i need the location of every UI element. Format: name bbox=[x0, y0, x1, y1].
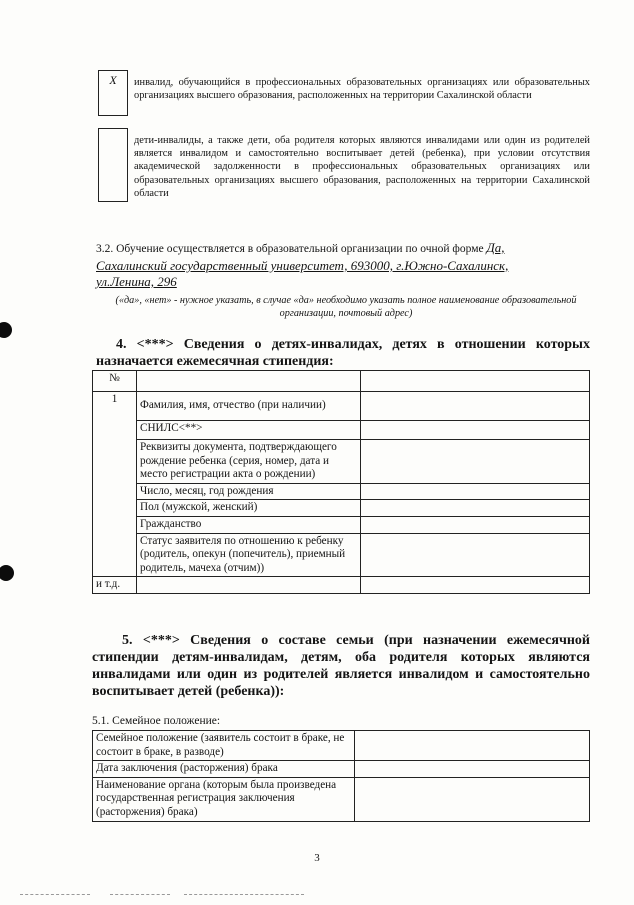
row-etc: и т.д. bbox=[93, 577, 137, 594]
header-cell-no: № bbox=[93, 371, 137, 392]
section-32-answer-2: Сахалинский государственный университет, 693000, г.Южно-Сахалинск, bbox=[96, 258, 509, 273]
punch-hole-top bbox=[0, 322, 12, 338]
header-cell bbox=[361, 371, 590, 392]
scan-artifact bbox=[110, 894, 170, 895]
field-value[interactable] bbox=[361, 533, 590, 577]
field-value[interactable] bbox=[355, 731, 590, 761]
scan-artifact bbox=[184, 894, 304, 895]
field-value[interactable] bbox=[361, 516, 590, 533]
field-label: Гражданство bbox=[137, 516, 361, 533]
field-label: Число, месяц, год рождения bbox=[137, 483, 361, 500]
field-value[interactable] bbox=[361, 577, 590, 594]
field-label bbox=[137, 577, 361, 594]
field-value[interactable] bbox=[355, 777, 590, 821]
section-4-heading: 4. <***> Сведения о детях-инвалидах, детях в отношении которых назначается ежемесячная стипендия: bbox=[96, 337, 590, 369]
header-cell bbox=[137, 371, 361, 392]
table-row bbox=[93, 761, 590, 778]
field-label: СНИЛС<**> bbox=[137, 421, 361, 440]
section-32-text bbox=[96, 240, 596, 257]
option-text-2: дети-инвалиды, а также дети, оба родителя которых являются инвалидами или один из родителей является инвалидом и самостоятельно воспитывает детей (ребенка), при условии отсутствия академической задолженности в профессиональных образовательных организациях или образовательных организациях высшего образования, расположенных на территории Сахалинской области bbox=[134, 135, 590, 199]
table-row bbox=[93, 731, 590, 761]
field-value[interactable] bbox=[361, 500, 590, 517]
field-label: Фамилия, имя, отчество (при наличии) bbox=[137, 392, 361, 421]
field-label: Семейное положение (заявитель состоит в браке, не состоит в браке, в разводе) bbox=[93, 731, 355, 761]
field-value[interactable] bbox=[361, 440, 590, 484]
field-value[interactable] bbox=[361, 392, 590, 421]
section-5-heading: 5. <***> Сведения о составе семьи (при назначении ежемесячной стипендии детям-инвалидам, детям, оба родителя которых являются инвалидами или один из родителей является инвалидом и самостоятельно воспитывает детей (ребенка)): bbox=[92, 633, 590, 699]
table-row bbox=[93, 500, 590, 517]
section-32-answer-3: ул.Ленина, 296 bbox=[96, 274, 177, 289]
page-number: 3 bbox=[314, 852, 320, 864]
punch-hole-bottom bbox=[0, 565, 14, 581]
field-value[interactable] bbox=[355, 761, 590, 778]
section-32-prefix: 3.2. Обучение осуществляется в образовательной организации по очной форме bbox=[96, 243, 484, 255]
children-table bbox=[92, 370, 590, 594]
table-row bbox=[93, 421, 590, 440]
family-table bbox=[92, 730, 590, 822]
option-checkbox-1[interactable] bbox=[98, 70, 128, 116]
checkbox-mark: X bbox=[109, 73, 117, 87]
table-row bbox=[93, 371, 590, 392]
option-checkbox-2[interactable] bbox=[98, 128, 128, 202]
field-value[interactable] bbox=[361, 421, 590, 440]
row-number: 1 bbox=[93, 392, 137, 577]
field-label: Наименование органа (которым была произведена государственная регистрация заключения (расторжения) брака) bbox=[93, 777, 355, 821]
table-row bbox=[93, 577, 590, 594]
field-label: Дата заключения (расторжения) брака bbox=[93, 761, 355, 778]
table-row bbox=[93, 533, 590, 577]
table-row bbox=[93, 516, 590, 533]
section-32-answer-1: Да, bbox=[486, 240, 505, 255]
table-row bbox=[93, 777, 590, 821]
scan-artifact bbox=[20, 894, 90, 895]
option-text-1: инвалид, обучающийся в профессиональных образовательных организациях или образовательных организациях высшего образования, расположенных на территории Сахалинской области bbox=[134, 77, 590, 102]
section-32-hint: («да», «нет» - нужное указать, в случае «да» необходимо указать полное наименование образовательной организации, почтовый адрес) bbox=[115, 295, 577, 319]
table-row bbox=[93, 483, 590, 500]
field-label: Реквизиты документа, подтверждающего рождение ребенка (серия, номер, дата и место регистрации акта о рождении) bbox=[137, 440, 361, 484]
table-row bbox=[93, 392, 590, 421]
table-row bbox=[93, 440, 590, 484]
section-51-label: 5.1. Семейное положение: bbox=[92, 715, 221, 727]
field-value[interactable] bbox=[361, 483, 590, 500]
field-label: Статус заявителя по отношению к ребенку (родитель, опекун (попечитель), приемный родитель, мачеха (отчим)) bbox=[137, 533, 361, 577]
field-label: Пол (мужской, женский) bbox=[137, 500, 361, 517]
